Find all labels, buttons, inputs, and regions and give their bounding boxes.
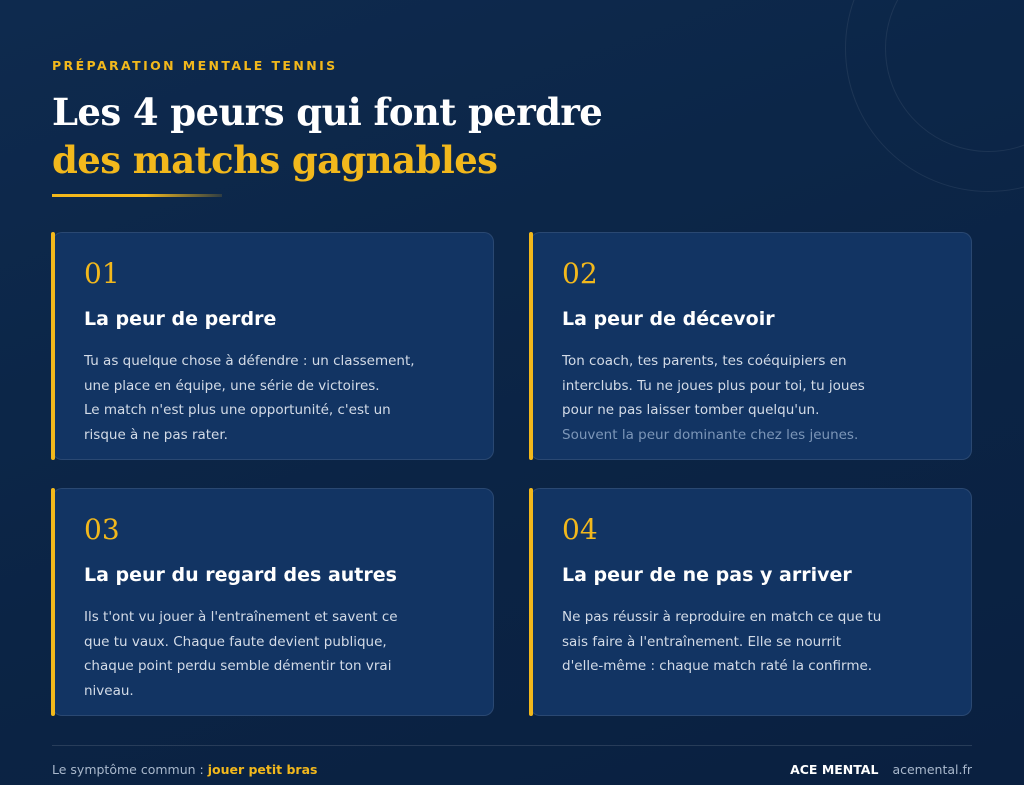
footer-symptom-label: Le symptôme commun : xyxy=(52,762,208,777)
card-body-line: sais faire à l'entraînement. Elle se nourrit xyxy=(562,633,842,650)
fear-card-1 xyxy=(52,232,494,460)
card-accent-bar xyxy=(51,488,55,716)
title-line-1: Les 4 peurs qui font perdre xyxy=(52,90,603,134)
card-number: 03 xyxy=(84,513,120,546)
card-body-line: une place en équipe, une série de victoires. xyxy=(84,377,380,394)
card-body xyxy=(562,349,922,447)
card-body-line: risque à ne pas rater. xyxy=(84,426,228,443)
page-title xyxy=(52,88,602,184)
card-number: 01 xyxy=(84,257,120,290)
card-body xyxy=(84,605,444,703)
card-body-line: Le match n'est plus une opportunité, c'est un xyxy=(84,402,391,418)
card-body-line: interclubs. Tu ne joues plus pour toi, tu joues xyxy=(562,377,865,394)
card-accent-bar xyxy=(51,232,55,460)
card-body-line: Ne pas réussir à reproduire en match ce que tu xyxy=(562,609,882,625)
fear-card-4 xyxy=(530,488,972,716)
card-body-line: que tu vaux. Chaque faute devient publique, xyxy=(84,633,387,650)
title-underline xyxy=(52,194,222,197)
card-number: 02 xyxy=(562,257,598,290)
card-body-line: niveau. xyxy=(84,682,134,699)
card-title: La peur de ne pas y arriver xyxy=(562,564,852,586)
card-title: La peur du regard des autres xyxy=(84,564,397,586)
card-body-line: Ton coach, tes parents, tes coéquipiers en xyxy=(562,353,847,369)
card-title: La peur de décevoir xyxy=(562,308,775,330)
footer-symptom-value: jouer petit bras xyxy=(207,762,318,777)
footer-divider xyxy=(52,745,972,746)
title-line-2: des matchs gagnables xyxy=(52,138,498,182)
brand-name: ACE MENTAL xyxy=(790,762,879,777)
card-body-line: Tu as quelque chose à défendre : un classement, xyxy=(84,353,415,369)
eyebrow-label: PRÉPARATION MENTALE TENNIS xyxy=(52,58,338,73)
footer-brand-block xyxy=(790,762,972,777)
website-link[interactable]: acemental.fr xyxy=(892,762,972,777)
card-number: 04 xyxy=(562,513,598,546)
card-body-line: chaque point perdu semble démentir ton vrai xyxy=(84,658,392,674)
card-body-line: d'elle-même : chaque match raté la confirme. xyxy=(562,658,873,674)
card-accent-bar xyxy=(529,488,533,716)
card-title: La peur de perdre xyxy=(84,308,277,330)
card-body-line: Ils t'ont vu jouer à l'entraînement et savent ce xyxy=(84,609,398,625)
card-note: Souvent la peur dominante chez les jeunes. xyxy=(562,426,859,443)
card-body-line: pour ne pas laisser tomber quelqu'un. xyxy=(562,402,820,418)
footer-symptom xyxy=(52,762,317,777)
card-accent-bar xyxy=(529,232,533,460)
fear-card-3 xyxy=(52,488,494,716)
card-body xyxy=(84,349,444,447)
fear-card-2 xyxy=(530,232,972,460)
card-body xyxy=(562,605,922,679)
